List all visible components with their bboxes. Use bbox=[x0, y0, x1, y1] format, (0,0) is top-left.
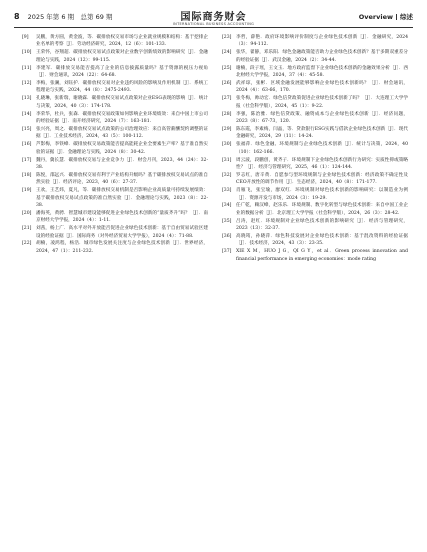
reference-number: [33] bbox=[222, 188, 232, 194]
reference-number: [17] bbox=[22, 157, 32, 163]
reference-item bbox=[22, 172, 208, 187]
reference-text: 张兴亮，周之．碳排放权交易试点政策的公司治理效应：来自高管薪酬契约调整的证据［J］．工业技术经济，2024，43（5）：100-112. bbox=[36, 126, 208, 140]
reference-item bbox=[222, 34, 408, 49]
reference-text: 王荣怀，谷翔超．碳排放权交易试点政策对企业数字创新绩效的影响研究［J］．金融理论与实践，2024（12）：99-115. bbox=[36, 50, 208, 63]
reference-number: [25] bbox=[222, 65, 232, 71]
reference-text: 李梅，张澜，刘钰护．碳排放权交易对企业违约风险的影响及作用机制［J］．系统工程理论与实践，2024，44（8）：2475-2493. bbox=[36, 80, 208, 94]
reference-text: 李荣华，杜兵，张森．碳排放权交易政策如何影响企业环境绩效：来自中国上市公司的经验证据［J］．南开经济研究，2024（7）：163-181. bbox=[36, 111, 208, 124]
reference-text: 张冬梅，帅动宏．绿色信贷政策促进企业绿色技术创新了吗？［J］．大连理工大学学报（社会科学版），2024，45（1）：9-22. bbox=[236, 96, 408, 109]
reference-item bbox=[22, 49, 208, 64]
reference-item bbox=[222, 111, 408, 126]
reference-item bbox=[222, 233, 408, 248]
reference-item bbox=[22, 157, 208, 172]
reference-text: XIE X M，HUO J G，QI G Y，et al．Green process innovation and financial performance in emerging economies：mode rating bbox=[236, 249, 408, 262]
section-en: Overview bbox=[358, 13, 393, 21]
reference-text: 芦影梅，李铁峰．碳排放权交易政策能否提高能耗企业全要素生产率？基于准自然实验的证据［J］．金融理论与实践，2024（8）：30-42. bbox=[36, 142, 208, 155]
section-cn: 综述 bbox=[400, 13, 413, 21]
reference-number: [11] bbox=[22, 65, 32, 71]
reference-number: [22] bbox=[22, 241, 32, 247]
reference-text: 任广乾，赖汉峰，赵乐乐．环境规制、数字化转型与绿色技术创新：来自中国工业企业的数据分析［J］．北京理工大学学报（社会科学版），2024，26（3）：28-42. bbox=[236, 203, 408, 216]
reference-text: 吕涛，赵红．环境规制对企业绿色技术创新的影响研究［J］．经济与管理研究，2023（13）：32-37. bbox=[236, 218, 408, 232]
reference-text: 武祥琼，张彬．区域金融发展能够影响企业绿色技术创新吗？［J］．财会通讯，2024（4）：63-66，170. bbox=[236, 80, 408, 94]
reference-number: [28] bbox=[222, 111, 232, 117]
reference-text: 张福萍．绿色金融、环境规制与企业绿色技术创新［J］．统计与决策，2024，40（10）：162-166. bbox=[236, 142, 408, 155]
reference-number: [14] bbox=[22, 111, 32, 117]
journal-logo-en: INTERNATIONAL BUSINESS ACCOUNTING bbox=[172, 22, 255, 26]
reference-text: 李建军．碳排放交易能否提高了企业的信息披露质量吗？基于资源的税压力视角［J］．财会通讯，2024（22）：64-68. bbox=[36, 65, 208, 79]
reference-text: 潘海英，黄骋．智慧城市建设能够促进企业绿色技术创新的“量质齐升”吗？［J］．南京财经大学学报，2024（4）：1-11. bbox=[36, 210, 208, 224]
reference-text: 周云波，段鹏创，黄齐子．环境规制下企业绿色技术创新行为研究：实质性抑或策略性？［J］．经济与管理研究，2025，46（1）：124-144. bbox=[236, 157, 408, 170]
reference-number: [34] bbox=[222, 203, 232, 209]
reference-number: [21] bbox=[22, 226, 32, 232]
reference-number: [26] bbox=[222, 80, 232, 86]
reference-number: [16] bbox=[22, 142, 32, 148]
reference-number: [30] bbox=[222, 142, 232, 148]
page-number: 8 bbox=[14, 12, 20, 21]
journal-logo-cn: 国际商务财会 bbox=[180, 12, 247, 23]
reference-item bbox=[22, 210, 208, 225]
reference-item bbox=[22, 95, 208, 110]
reference-text: 谢楠，段子瑶，王文玉．地方政府监督下企业绿色技术创新的金融效果分析［J］．西北财经大学学报，2024，37（4）：45-58. bbox=[236, 65, 408, 79]
reference-text: 李哲，薛艳．政府环境影响评价制度与企业绿色技术创新［J］．金融研究，2024（3）：94-112. bbox=[236, 35, 408, 48]
reference-text: 罗志红，唐辛黄．自愿参与型环境规制与企业绿色技术创新：经济政策不确定性及CEO开放性的调节作用［J］．生态经济，2024，40（8）：171-177. bbox=[236, 172, 408, 186]
reference-text: 刘茜，杨上广．高水平对外开放能否促进企业绿色技术创新：基于自由贸易试验区建设的经验证据［J］．国际商务（对外经济贸易大学学报），2024（4）：71-88. bbox=[36, 226, 208, 239]
reference-number: [23] bbox=[222, 35, 232, 40]
reference-number: [27] bbox=[222, 96, 232, 102]
reference-item bbox=[22, 225, 208, 240]
reference-text: 陈悦，邵远兴．碳排放权交易有利于产业结构升级吗？基于碳排放权交易试点的准自然实验［J］．经济评论，2023，40（6）：27-37. bbox=[36, 172, 208, 186]
reference-item bbox=[222, 248, 408, 263]
reference-number: [15] bbox=[22, 126, 32, 132]
reference-item bbox=[22, 111, 208, 126]
reference-number: [36] bbox=[222, 234, 232, 240]
issue-label: 2025 年第 6 期 总第 69 期 bbox=[27, 13, 113, 21]
reference-item bbox=[22, 187, 208, 209]
reference-number: [29] bbox=[222, 126, 232, 132]
reference-number: [37] bbox=[222, 249, 232, 255]
reference-text: 肖雁飞，张宝瑜，廖双红．环境规制对绿色技术创新的影响研究：以制造业为例［J］．资源开发与市场，2024（3）：19-29. bbox=[236, 188, 408, 201]
reference-item bbox=[222, 187, 408, 202]
reference-text: 胡楠，凌鸿程，杨浩．城市绿色发展关注度与企业绿色技术创新［J］．世界经济，2024，47（1）：211-232. bbox=[36, 241, 208, 254]
reference-item bbox=[222, 141, 408, 156]
reference-text: 高晓筠，孙晓萍．绿色科技发展对企业绿色技术创新：基于混改资料的经验证据［J］．技术经济，2024，43（3）：23-35. bbox=[236, 234, 408, 247]
reference-number: [12] bbox=[22, 80, 32, 86]
reference-item bbox=[222, 65, 408, 80]
reference-text: 陈东霞，李素梅，闫晶，等．贷款银行ESG实践与借款企业绿色技术创新［J］．现代金融研究，2024，29（11）：14-24. bbox=[236, 126, 408, 140]
reference-item bbox=[222, 95, 408, 110]
reference-text: 王欢，王艺炜，夏凡，等．碳排放权交易机制是否影响企业高质量可持续发展绩效：基于碳排放权交易试点政策的准自然实验［J］．金融理论与实践，2023（8）：22-38. bbox=[36, 188, 208, 208]
reference-item bbox=[222, 157, 408, 172]
reference-item bbox=[22, 65, 208, 80]
reference-text: 吴鹏，黄方圆，黄金波，等．碳排放权交易市场与企业就业规模和结构：基于挖排企业名单的考察［J］．劳动经济研究，2024，12（6）：101-133. bbox=[36, 35, 208, 48]
reference-text: 李强，陈治雅．绿色信贷政策、融资成本与企业绿色技术创新［J］．经济问题，2023（8）：67-73，120. bbox=[236, 111, 408, 124]
reference-text: 孔晓琳，张新瑞，谢晓霖．碳排放权交易试点政策对企业ESG表现的影响［J］．统计与决策，2024，40（3）：174-178. bbox=[36, 96, 208, 109]
reference-number: [18] bbox=[22, 172, 32, 178]
reference-item bbox=[222, 126, 408, 141]
reference-number: [20] bbox=[22, 210, 32, 216]
reference-item bbox=[22, 240, 208, 255]
reference-item bbox=[222, 49, 408, 64]
reference-item bbox=[222, 80, 408, 95]
reference-item bbox=[22, 126, 208, 141]
reference-item bbox=[22, 80, 208, 95]
reference-number: [9] bbox=[22, 35, 29, 40]
page-header bbox=[14, 8, 413, 28]
journal-logo bbox=[173, 8, 254, 26]
reference-item bbox=[22, 141, 208, 156]
reference-number: [24] bbox=[222, 50, 232, 56]
reference-number: [31] bbox=[222, 157, 232, 163]
reference-number: [10] bbox=[22, 50, 32, 56]
reference-item bbox=[222, 202, 408, 217]
issue-info bbox=[14, 12, 112, 21]
reference-item bbox=[22, 34, 208, 49]
reference-number: [13] bbox=[22, 96, 32, 102]
reference-number: [32] bbox=[222, 172, 232, 178]
reference-number: [35] bbox=[222, 218, 232, 224]
reference-item bbox=[222, 218, 408, 233]
section-divider bbox=[396, 14, 397, 20]
header-rule bbox=[14, 27, 413, 28]
reference-number: [19] bbox=[22, 188, 32, 194]
reference-column-right bbox=[222, 34, 408, 264]
reference-text: 魏丹，冀长慧．碳排放权交易与企业竞争力［J］．财会月刊，2023，44（24）：32-38. bbox=[36, 157, 208, 170]
reference-column-left bbox=[22, 34, 208, 256]
section-label bbox=[359, 12, 413, 21]
reference-text: 张华，翟静，邓乐阳．绿色金融政策能否助力企业绿色技术创新？基于多期双重差分的经验证据［J］．武汉金融，2024（2）：34-44. bbox=[236, 50, 408, 63]
reference-item bbox=[222, 172, 408, 187]
